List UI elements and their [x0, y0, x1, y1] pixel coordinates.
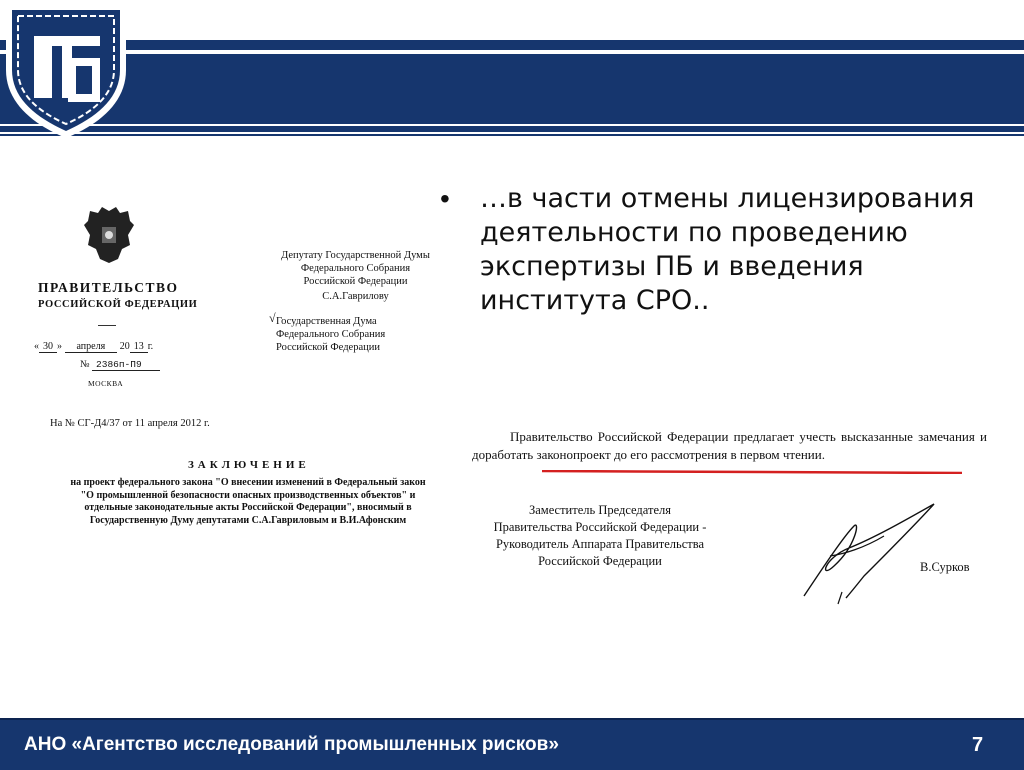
government-title: ПРАВИТЕЛЬСТВО: [38, 280, 179, 295]
shield-logo-icon: [0, 0, 132, 140]
page-number: 7: [972, 734, 984, 756]
footer-bar: [0, 718, 1024, 770]
date-day: 30: [39, 341, 57, 353]
decision-paragraph: Правительство Российской Федерации предлагает учесть высказанные замечания и доработать законопроект до его рассмотрения в первом чтении.: [472, 429, 987, 462]
coat-of-arms-icon: [82, 205, 136, 265]
bullet-icon: •: [440, 183, 450, 214]
header-band: [0, 54, 1024, 124]
red-underline: [542, 470, 962, 474]
document-number-value: 2386п-П9: [92, 359, 160, 371]
header-stripe: [0, 40, 1024, 50]
checkmark-icon: √: [269, 311, 276, 325]
conclusion-title: ЗАКЛЮЧЕНИЕ: [188, 459, 310, 471]
header-stripe: [0, 134, 1024, 136]
date-month: апреля: [65, 341, 118, 353]
addressee-block-duma: √ Государственная Дума Федерального Собрания Российской Федерации: [269, 311, 386, 353]
signer-position: Заместитель Председателя Правительства Российской Федерации - Руководитель Аппарата Правительства Российской Федерации: [493, 503, 707, 568]
organization-name: АНО «Агентство исследований промышленных рисков»: [24, 734, 559, 755]
document-city: МОСКВА: [88, 379, 124, 388]
document-number: № 2386п-П9: [80, 359, 160, 371]
signer-name: В.Сурков: [920, 560, 970, 574]
government-letter-scan: [20, 185, 440, 555]
conclusion-body: на проект федерального закона "О внесении изменений в Федеральный закон "О промышленной безопасности опасных производственных объектов" и отдельные законодательные акты Российской Федерации", вносимый в Государственную Думу депутатами С.А.Гавриловым и В.И.Афонским: [70, 477, 426, 526]
government-decision-scan: [464, 418, 1004, 608]
reference-line: На № СГ-Д4/37 от 11 апреля 2012 г.: [50, 418, 210, 429]
header-banner: [0, 0, 1024, 140]
document-date: « 30 » апреля 20 13 г.: [34, 341, 154, 352]
addressee-block: Депутату Государственной Думы Федерального Собрания Российской Федерации С.А.Гаврилову: [281, 250, 430, 302]
bullet-text: …в части отмены лицензирования деятельности по проведению экспертизы ПБ и введения института СРО..: [480, 183, 975, 316]
date-year: 13: [130, 341, 148, 353]
handwritten-signature: [794, 496, 944, 606]
header-stripe: [0, 126, 1024, 132]
government-subtitle: РОССИЙСКОЙ ФЕДЕРАЦИИ: [38, 299, 198, 310]
date-year-prefix: 20: [119, 341, 130, 352]
divider: [98, 325, 116, 326]
